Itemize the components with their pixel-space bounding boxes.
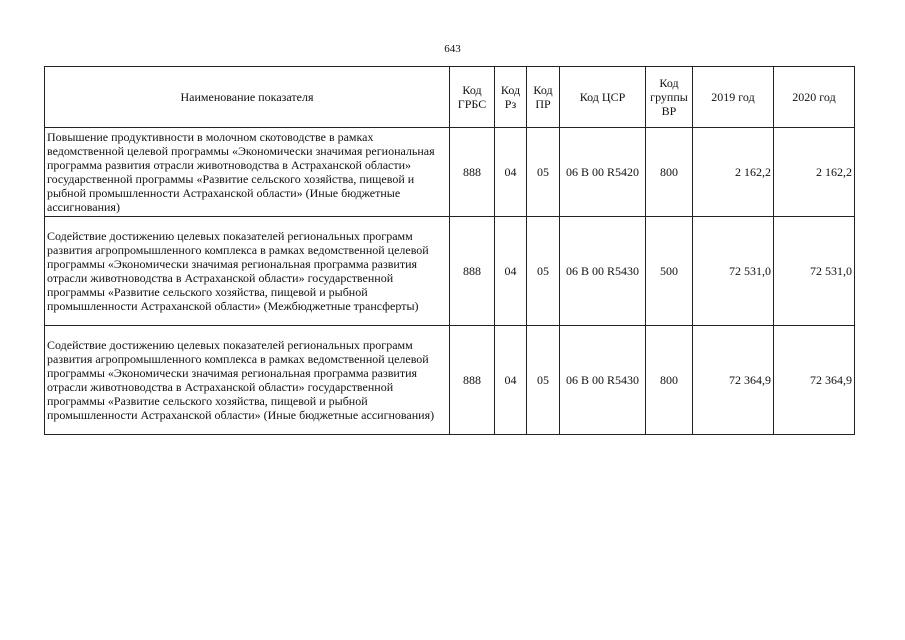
table-row (45, 217, 855, 326)
rz-code: 04 (495, 217, 527, 326)
rz-code: 04 (495, 128, 527, 217)
csr-code: 06 В 00 R5430 (560, 326, 646, 435)
header-row (45, 67, 855, 128)
amount-2019: 2 162,2 (693, 128, 774, 217)
amount-2019: 72 364,9 (693, 326, 774, 435)
vr-code: 800 (646, 326, 693, 435)
header-csr: Код ЦСР (560, 67, 646, 128)
indicator-name: Повышение продуктивности в молочном скотоводстве в рамках ведомственной целевой программы «Экономически значимая региональная программа развития отрасли животноводства в Астраханской области» государственной программы «Развитие сельского хозяйства, пищевой и рыбной промышленности Астраханской области» (Иные бюджетные ассигнования) (45, 128, 450, 217)
header-2019: 2019 год (693, 67, 774, 128)
amount-2020: 72 531,0 (774, 217, 855, 326)
amount-2020: 2 162,2 (774, 128, 855, 217)
amount-2019: 72 531,0 (693, 217, 774, 326)
header-2020: 2020 год (774, 67, 855, 128)
header-grbs: Код ГРБС (450, 67, 495, 128)
vr-code: 500 (646, 217, 693, 326)
rz-code: 04 (495, 326, 527, 435)
indicator-name: Содействие достижению целевых показателей региональных программ развития агропромышленного комплекса в рамках ведомственной целевой программы «Экономически значимая региональная программа развития отрасли животноводства в Астраханской области» государственной программы «Развитие сельского хозяйства, пищевой и рыбной промышленности Астраханской области» (Иные бюджетные ассигнования) (45, 326, 450, 435)
table-row (45, 326, 855, 435)
header-pr: Код ПР (527, 67, 560, 128)
vr-code: 800 (646, 128, 693, 217)
amount-2020: 72 364,9 (774, 326, 855, 435)
header-name: Наименование показателя (45, 67, 450, 128)
header-rz: Код Рз (495, 67, 527, 128)
csr-code: 06 В 00 R5420 (560, 128, 646, 217)
table-row (45, 128, 855, 217)
page-number: 643 (444, 43, 461, 55)
pr-code: 05 (527, 326, 560, 435)
grbs-code: 888 (450, 217, 495, 326)
grbs-code: 888 (450, 128, 495, 217)
indicator-name: Содействие достижению целевых показателей региональных программ развития агропромышленного комплекса в рамках ведомственной целевой программы «Экономически значимая региональная программа развития отрасли животноводства в Астраханской области» государственной программы «Развитие сельского хозяйства, пищевой и рыбной промышленности Астраханской области» (Межбюджетные трансферты) (45, 217, 450, 326)
pr-code: 05 (527, 128, 560, 217)
header-vr: Код группы ВР (646, 67, 693, 128)
grbs-code: 888 (450, 326, 495, 435)
csr-code: 06 В 00 R5430 (560, 217, 646, 326)
budget-table (44, 66, 855, 435)
pr-code: 05 (527, 217, 560, 326)
